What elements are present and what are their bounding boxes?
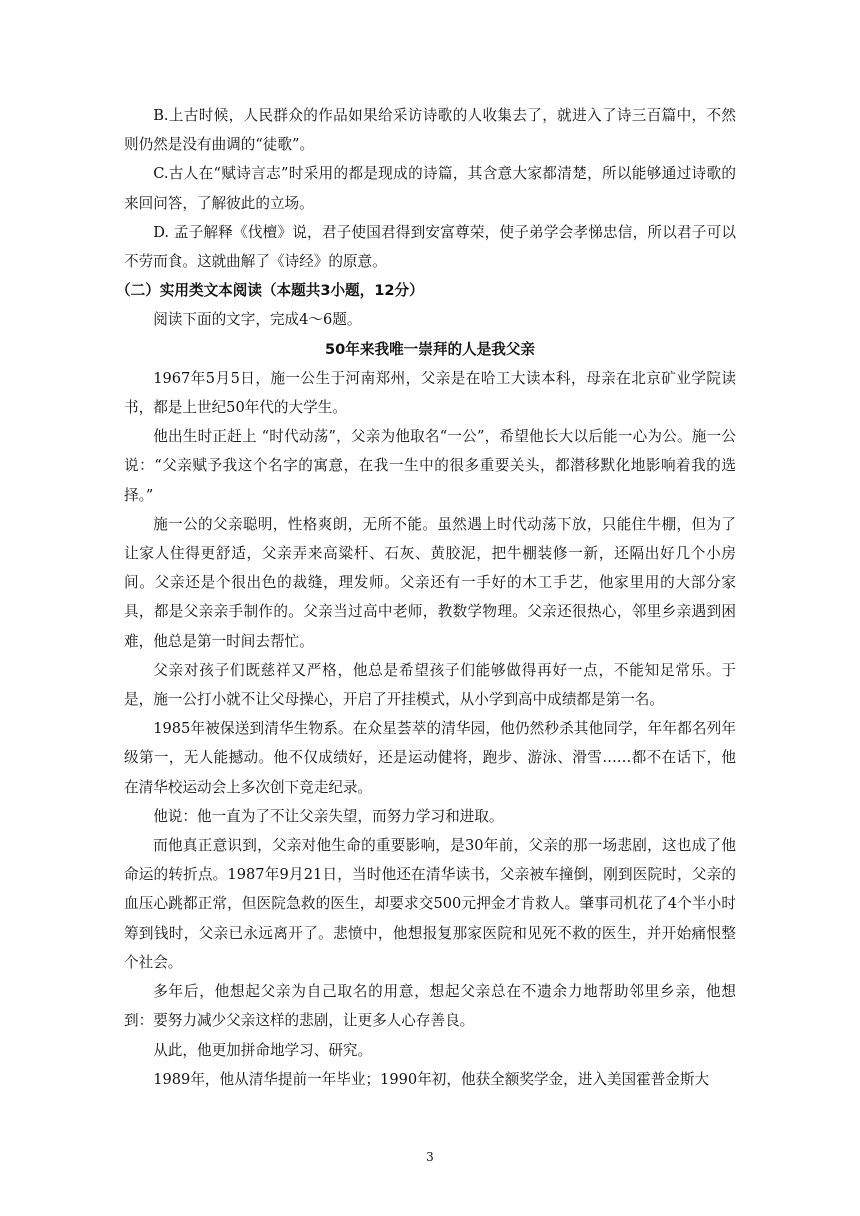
- paragraph: 他说：他一直为了不让父亲失望，而努力学习和进取。: [153, 807, 504, 825]
- paragraph: 他出生时正赶上 “时代动荡”，父亲为他取名“一公”，希望他长大以后能一心为公。施一公说：“父亲赋予我这个名字的寓意，在我一生中的很多重要关头，都潜移默化地影响着我的选择。”: [124, 428, 736, 504]
- page-number: 3: [426, 1150, 434, 1164]
- paragraph: 而他真正意识到，父亲对他生命的重要影响，是30年前，父亲的那一场悲剧，这也成了他命运的转折点。1987年9月21日，当时他还在清华读书，父亲被车撞倒，刚到医院时，父亲的血压心跳都正常，但医院急救的医生，却要求交500元押金才肯救人。肇事司机花了4个半小时筹到钱时，父亲已永远离开了。悲愤中，他想报复那家医院和见死不救的医生，并开始痛恨整个社会。: [124, 837, 736, 971]
- paragraph: 施一公的父亲聪明，性格爽朗，无所不能。虽然遇上时代动荡下放，只能住牛棚，但为了让家人住得更舒适，父亲弄来高粱杆、石灰、黄胶泥，把牛棚装修一新，还隔出好几个小房间。父亲还是个很出色的裁缝，理发师。父亲还有一手好的木工手艺，他家里用的大部分家具，都是父亲亲手制作的。父亲当过高中老师，教数学物理。父亲还很热心，邻里乡亲遇到困难，他总是第一时间去帮忙。: [124, 515, 736, 650]
- article-title: 50年来我唯一崇拜的人是我父亲: [324, 340, 536, 358]
- paragraph: 父亲对孩子们既慈祥又严格，他总是希望孩子们能够做得再好一点，不能知足常乐。于是，施一公打小就不让父母操心，开启了开挂模式，从小学到高中成绩都是第一名。: [124, 661, 736, 709]
- option-b: B.上古时候，人民群众的作品如果给采访诗歌的人收集去了，就进入了诗三百篇中，不然则仍然是没有曲调的“徒歌”。: [124, 107, 736, 154]
- paragraph: 多年后，他想起父亲为自己取名的用意，想起父亲总在不遗余力地帮助邻里乡亲，他想到：要努力减少父亲这样的悲剧，让更多人心存善良。: [124, 983, 736, 1030]
- paragraph: 从此，他更加拼命地学习、研究。: [153, 1041, 373, 1059]
- option-c: C.古人在“赋诗言志”时采用的都是现成的诗篇，其含意大家都清楚，所以能够通过诗歌的来回问答，了解彼此的立场。: [124, 165, 736, 212]
- option-d: D. 孟子解释《伐檀》说，君子使国君得到安富尊荣，使子弟学会孝悌忠信，所以君子可以不劳而食。这就曲解了《诗经》的原意。: [124, 223, 736, 271]
- instruction-text: 阅读下面的文字，完成4～6题。: [153, 311, 362, 329]
- page-content: [116, 101, 736, 1094]
- paragraph: 1989年，他从清华提前一年毕业；1990年初，他获全额奖学金，进入美国霍普金斯大: [153, 1070, 710, 1088]
- paragraph: 1985年被保送到清华生物系。在众星荟萃的清华园，他仍然秒杀其他同学，年年都名列年级第一，无人能撼动。他不仅成绩好，还是运动健将，跑步、游泳、滑雪……都不在话下，他在清华校运动会上多次创下竞走纪录。: [124, 720, 736, 796]
- paragraph: 1967年5月5日，施一公生于河南郑州，父亲是在哈工大读本科，母亲在北京矿业学院读书，都是上世纪50年代的大学生。: [124, 369, 736, 417]
- section-heading: （二）实用类文本阅读（本题共3小题，12分）: [116, 282, 424, 300]
